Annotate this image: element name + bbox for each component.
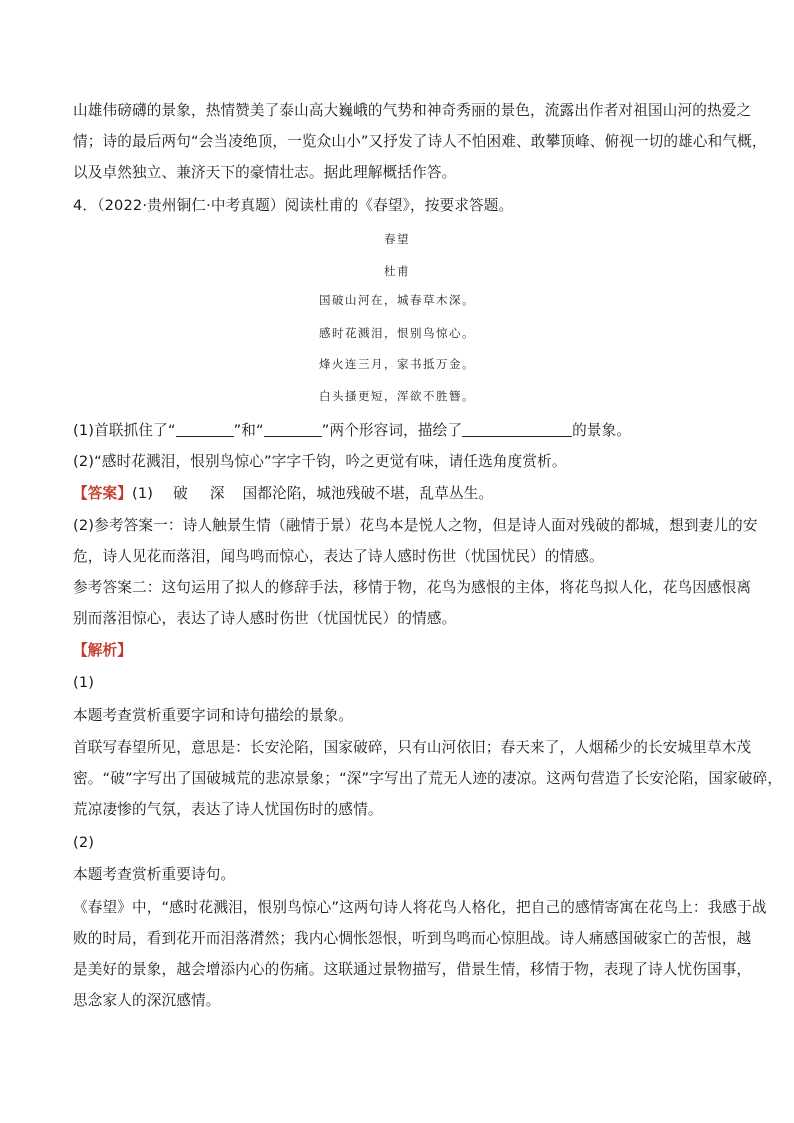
poem-author: 杜甫 — [384, 264, 410, 278]
analysis-line: 密。“破”字写出了国破城荒的悲凉景象；“深”字写出了荒无人迹的凄凉。这两句营造了长安沦陷，国家破碎， — [73, 770, 783, 787]
answer-blank[interactable] — [264, 422, 322, 437]
analysis-topic: 本题考查赏析重要字词和诗句描绘的景象。 — [73, 707, 354, 724]
answer-word-2: 深 — [209, 485, 225, 502]
poem-line: 白头搔更短，浑欲不胜簪。 — [319, 389, 475, 403]
reference-answer-line: (2)参考答案一：诗人触景生情（融情于景）花鸟本是悦人之物，但是诗人面对残破的都城，想到妻儿的安 — [73, 517, 758, 534]
answer-word-1: 破 — [173, 485, 188, 502]
analysis-line: 思念家人的深沉感情。 — [73, 992, 221, 1009]
poem-line: 烽火连三月，家书抵万金。 — [319, 357, 475, 371]
sub-question-1-part: ”两个形容词，描绘了 — [321, 422, 463, 439]
poem-line: 感时花溅泪，恨别鸟惊心。 — [319, 326, 475, 340]
question-heading: 4．（2022·贵州铜仁·中考真题）阅读杜甫的《春望》，按要求答题。 — [73, 197, 514, 214]
sub-question-2: (2)“感时花溅泪，恨别鸟惊心”字字千钧，吟之更觉有味，请任选角度赏析。 — [73, 453, 567, 470]
answer-label: 【答案】 — [73, 485, 132, 502]
reference-answer-line: 危，诗人见花而落泪，闻鸟鸣而惊心，表达了诗人感时伤世（忧国忧民）的情感。 — [73, 548, 604, 565]
answer-blank[interactable] — [176, 422, 234, 437]
analysis-line: 是美好的景象，越会增添内心的伤痛。这联通过景物描写，借景生情，移情于物，表现了诗人忧伤国事， — [73, 961, 752, 978]
analysis-number: (2) — [73, 834, 95, 851]
analysis-label: 【解析】 — [73, 642, 132, 659]
answer-number: (1) — [131, 485, 154, 502]
intro-line: 情；诗的最后两句“会当凌绝顶，一览众山小”又抒发了诗人不怕困难、敢攀顶峰、俯视一切的雄心和气概， — [73, 133, 767, 150]
poem-title: 春望 — [384, 232, 410, 246]
sub-question-1-part: (1)首联抓住了“ — [73, 422, 176, 439]
sub-question-1 — [73, 421, 631, 441]
reference-answer-line: 别而落泪惊心，表达了诗人感时伤世（忧国忧民）的情感。 — [73, 610, 457, 627]
intro-line: 以及卓然独立、兼济天下的豪情壮志。据此理解概括作答。 — [73, 164, 457, 181]
sub-question-1-part: ”和“ — [233, 422, 264, 439]
analysis-line: 荒凉凄惨的气氛，表达了诗人忧国伤时的感情。 — [73, 801, 383, 818]
intro-line: 山雄伟磅礴的景象，热情赞美了泰山高大巍峨的气势和神奇秀丽的景色，流露出作者对祖国山河的热爱之 — [73, 102, 752, 119]
answer-scene: 国都沦陷，城池残破不堪，乱草丛生。 — [242, 485, 494, 502]
poem-line: 国破山河在，城春草木深。 — [319, 293, 475, 307]
analysis-topic: 本题考查赏析重要诗句。 — [73, 866, 236, 883]
analysis-line: 败的时局，看到花开而泪落潸然；我内心惆怅怨恨，听到鸟鸣而心惊胆战。诗人痛感国破家亡的苦恨，越 — [73, 930, 752, 947]
analysis-line: 《春望》中，“感时花溅泪，恨别鸟惊心”这两句诗人将花鸟人格化，把自己的感情寄寓在花鸟上：我感于战 — [73, 899, 767, 916]
answer-blank[interactable] — [462, 422, 572, 437]
analysis-number: (1) — [73, 674, 95, 691]
reference-answer-line: 参考答案二：这句运用了拟人的修辞手法，移情于物，花鸟为感恨的主体，将花鸟拟人化，花鸟因感恨离 — [73, 579, 752, 596]
sub-question-1-part: 的景象。 — [572, 422, 632, 439]
answer-line — [73, 484, 493, 504]
analysis-line: 首联写春望所见，意思是：长安沦陷，国家破碎，只有山河依旧；春天来了，人烟稀少的长安城里草木茂 — [73, 739, 752, 756]
